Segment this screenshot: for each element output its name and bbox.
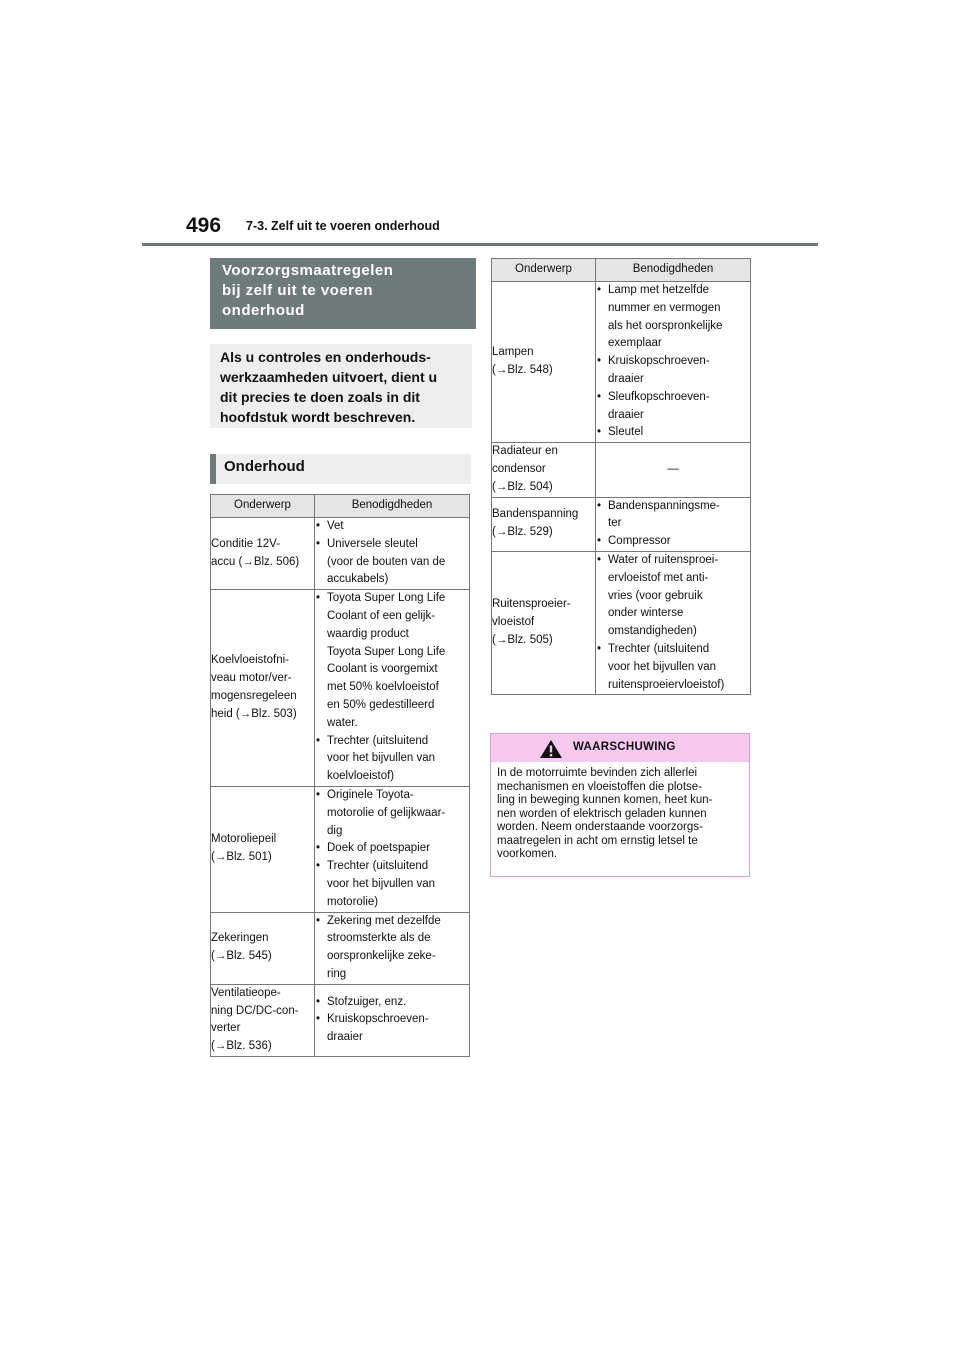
tool-item-line: ervloeistof met anti- xyxy=(608,571,709,584)
intro-line: werkzaamheden uitvoert, dient u xyxy=(220,369,438,385)
tool-item-line: Coolant is voorgemixt xyxy=(327,663,438,676)
subject-line: heid (→Blz. 503) xyxy=(211,707,297,720)
banner-line: onderhoud xyxy=(222,302,305,319)
tool-item-line: draaier xyxy=(608,372,644,385)
tool-list xyxy=(315,518,469,589)
tool-item-line: • Toyota Super Long Life xyxy=(327,592,446,605)
subject-cell xyxy=(211,912,315,984)
page-number: 496 xyxy=(186,214,222,237)
items-cell xyxy=(315,590,470,787)
tool-item-line: • Doek of poetspapier xyxy=(327,842,430,855)
tool-list xyxy=(596,552,750,694)
tool-item-line: oorspronkelijke zeke- xyxy=(327,950,436,963)
column-header-items: Benodigdheden xyxy=(315,495,470,518)
tool-item xyxy=(315,1011,469,1047)
subject-line: vloeistof xyxy=(492,616,535,629)
warning-line: nen worden of elektrisch geladen kunnen xyxy=(497,807,707,820)
intro-line: hoofdstuk wordt beschreven. xyxy=(220,409,416,425)
table-row xyxy=(492,497,751,551)
table-row xyxy=(211,590,470,787)
tool-item-line: • Trechter (uitsluitend xyxy=(327,860,429,873)
tool-item-line: motorolie) xyxy=(327,895,379,908)
subject-cell xyxy=(492,443,596,497)
tool-item-line: • Water of ruitensproei- xyxy=(608,553,719,566)
subject-line: mogensregeleen xyxy=(211,690,297,703)
tool-item-line: • Originele Toyota- xyxy=(327,788,414,801)
subject-line: (→Blz. 501) xyxy=(211,851,272,864)
table-row xyxy=(492,443,751,497)
sub-header: Onderhoud xyxy=(210,454,471,484)
maintenance-table-left xyxy=(210,494,470,1057)
subject-line: Koelvloeistofni- xyxy=(211,654,289,667)
subject-line: verter xyxy=(211,1022,241,1035)
subject-line: (→Blz. 545) xyxy=(211,950,272,963)
warning-title: WAARSCHUWING xyxy=(573,741,676,753)
tool-item-line: • Kruiskopschroeven- xyxy=(327,1013,429,1026)
items-cell xyxy=(596,282,751,443)
table-header-row xyxy=(211,495,470,518)
tool-item-line: Coolant of een gelijk- xyxy=(327,609,436,622)
table-row xyxy=(492,551,751,694)
subject-cell xyxy=(492,551,596,694)
items-cell xyxy=(596,551,751,694)
tool-item-line: vries (voor gebruik xyxy=(608,589,703,602)
subject-line: Ruitensproeier- xyxy=(492,598,571,611)
tool-item xyxy=(596,353,750,389)
tool-item-line: als het oorspronkelijke xyxy=(608,319,723,332)
tool-item xyxy=(596,424,750,442)
warning-box xyxy=(490,733,750,877)
tool-item xyxy=(315,840,469,858)
items-cell xyxy=(315,912,470,984)
table-row xyxy=(211,984,470,1056)
tool-item-line: dig xyxy=(327,824,343,837)
tool-item-line: en 50% gedestilleerd xyxy=(327,698,435,711)
warning-line: worden. Neem onderstaande voorzorgs- xyxy=(497,821,703,833)
tool-item xyxy=(596,641,750,694)
tool-item-line: nummer en vermogen xyxy=(608,301,721,314)
subject-line: ning DC/DC-con- xyxy=(211,1004,299,1017)
tool-item-line: • Universele sleutel xyxy=(327,537,418,550)
tool-item-line: draaier xyxy=(327,1031,363,1044)
tool-item-line: • Compressor xyxy=(608,535,671,548)
tool-list xyxy=(596,282,750,442)
subject-cell xyxy=(492,282,596,443)
table-row xyxy=(211,912,470,984)
tool-item-line: met 50% koelvloeistof xyxy=(327,681,439,694)
subject-line: veau motor/ver- xyxy=(211,672,292,685)
tool-item-line: ter xyxy=(608,517,622,530)
warning-line: maatregelen in acht om ernstig letsel te xyxy=(497,834,698,847)
tool-item-line: onder winterse xyxy=(608,607,684,620)
header-rule xyxy=(142,243,818,246)
subject-cell xyxy=(211,590,315,787)
section-title: 7-3. Zelf uit te voeren onderhoud xyxy=(246,219,440,233)
tool-item xyxy=(315,518,469,536)
warning-line: In de motorruimte bevinden zich allerlei xyxy=(497,767,698,779)
tool-list xyxy=(315,994,469,1047)
warning-line: mechanismen en vloeistoffen die plotse- xyxy=(497,780,702,793)
warning-text xyxy=(491,762,749,862)
tool-item-line: • Stofzuiger, enz. xyxy=(327,995,407,1008)
section-banner xyxy=(210,258,476,329)
items-cell xyxy=(596,497,751,551)
tool-item-line: • Trechter (uitsluitend xyxy=(608,642,710,655)
subject-line: Bandenspanning xyxy=(492,508,579,521)
tool-item-line: stroomsterkte als de xyxy=(327,932,431,945)
intro-box xyxy=(210,344,472,428)
tool-item-line: • Sleufkopschroeven- xyxy=(608,390,710,403)
subject-line: (→Blz. 548) xyxy=(492,364,553,377)
tool-item-line: voor het bijvullen van xyxy=(327,877,436,890)
subject-cell xyxy=(211,518,315,590)
tool-item-line: voor het bijvullen van xyxy=(327,752,436,765)
subject-line: Lampen xyxy=(492,346,534,359)
tool-item-line: • Zekering met dezelfde xyxy=(327,914,441,927)
subject-cell xyxy=(211,786,315,912)
tool-item xyxy=(315,536,469,589)
tool-item-line: • Kruiskopschroeven- xyxy=(608,355,710,368)
tool-item-line: • Sleutel xyxy=(608,426,644,439)
tool-item xyxy=(596,282,750,353)
tool-item-line: • Trechter (uitsluitend xyxy=(327,734,429,747)
tool-item-line: draaier xyxy=(608,408,644,421)
tool-item xyxy=(596,533,750,551)
tool-item-line: ring xyxy=(327,967,347,980)
tool-item xyxy=(596,389,750,425)
banner-line: bij zelf uit te voeren xyxy=(222,282,374,299)
items-cell-empty: — xyxy=(596,443,751,497)
items-cell xyxy=(315,518,470,590)
subject-line: Radiateur en xyxy=(492,445,558,458)
tool-item-line: exemplaar xyxy=(608,337,662,350)
tool-item xyxy=(315,994,469,1012)
intro-line: Als u controles en onderhouds- xyxy=(220,349,431,365)
column-header-subject: Onderwerp xyxy=(492,259,596,282)
warning-triangle-icon xyxy=(539,739,563,764)
tool-item-line: voor het bijvullen van xyxy=(608,660,717,673)
tool-item xyxy=(596,552,750,641)
tool-item-line: motorolie of gelijkwaar- xyxy=(327,806,446,819)
tool-item xyxy=(315,733,469,786)
table-row xyxy=(211,518,470,590)
subject-line: Conditie 12V- xyxy=(211,537,281,550)
subject-line: Ventilatieope- xyxy=(211,986,281,999)
tool-item-line: ruitensproeiervloeistof) xyxy=(608,678,725,691)
subject-line: Zekeringen xyxy=(211,932,269,945)
tool-item xyxy=(315,590,469,732)
column-header-items: Benodigdheden xyxy=(596,259,751,282)
subject-line: (→Blz. 505) xyxy=(492,634,553,647)
tool-list xyxy=(315,913,469,984)
subject-line: (→Blz. 536) xyxy=(211,1040,272,1053)
tool-item-line: • Bandenspanningsme- xyxy=(608,499,720,512)
tool-item xyxy=(596,498,750,534)
tool-item xyxy=(315,858,469,911)
tool-item-line: (voor de bouten van de xyxy=(327,555,446,568)
subject-cell xyxy=(492,497,596,551)
maintenance-table-right xyxy=(491,258,751,695)
subject-cell xyxy=(211,984,315,1056)
warning-header xyxy=(491,734,749,762)
tool-item-line: koelvloeistof) xyxy=(327,770,395,783)
banner-line: Voorzorgsmaatregelen xyxy=(222,262,394,279)
items-cell xyxy=(315,786,470,912)
tool-item-line: • Lamp met hetzelfde xyxy=(608,284,710,296)
subject-line: (→Blz. 529) xyxy=(492,526,553,539)
tool-item xyxy=(315,787,469,840)
tool-list xyxy=(315,590,469,786)
items-cell xyxy=(315,984,470,1056)
table-row xyxy=(211,786,470,912)
subject-line: (→Blz. 504) xyxy=(492,480,553,493)
tool-item-line: waardig product xyxy=(327,627,409,640)
column-header-subject: Onderwerp xyxy=(211,495,315,518)
warning-line: voorkomen. xyxy=(497,848,558,860)
tool-item-line: • Vet xyxy=(327,520,344,532)
tool-item-line: water. xyxy=(327,716,358,729)
table-row xyxy=(492,282,751,443)
subject-line: Motoroliepeil xyxy=(211,833,277,846)
tool-item xyxy=(315,913,469,984)
tool-item-line: Toyota Super Long Life xyxy=(327,645,446,658)
tool-list xyxy=(596,498,750,551)
tool-item-line: accukabels) xyxy=(327,573,389,586)
tool-list xyxy=(315,787,469,912)
table-header-row xyxy=(492,259,751,282)
intro-line: dit precies te doen zoals in dit xyxy=(220,389,420,405)
warning-line: ling in beweging kunnen komen, heet kun- xyxy=(497,794,713,806)
subject-line: condensor xyxy=(492,462,546,475)
subject-line: accu (→Blz. 506) xyxy=(211,555,300,568)
tool-item-line: omstandigheden) xyxy=(608,625,697,638)
